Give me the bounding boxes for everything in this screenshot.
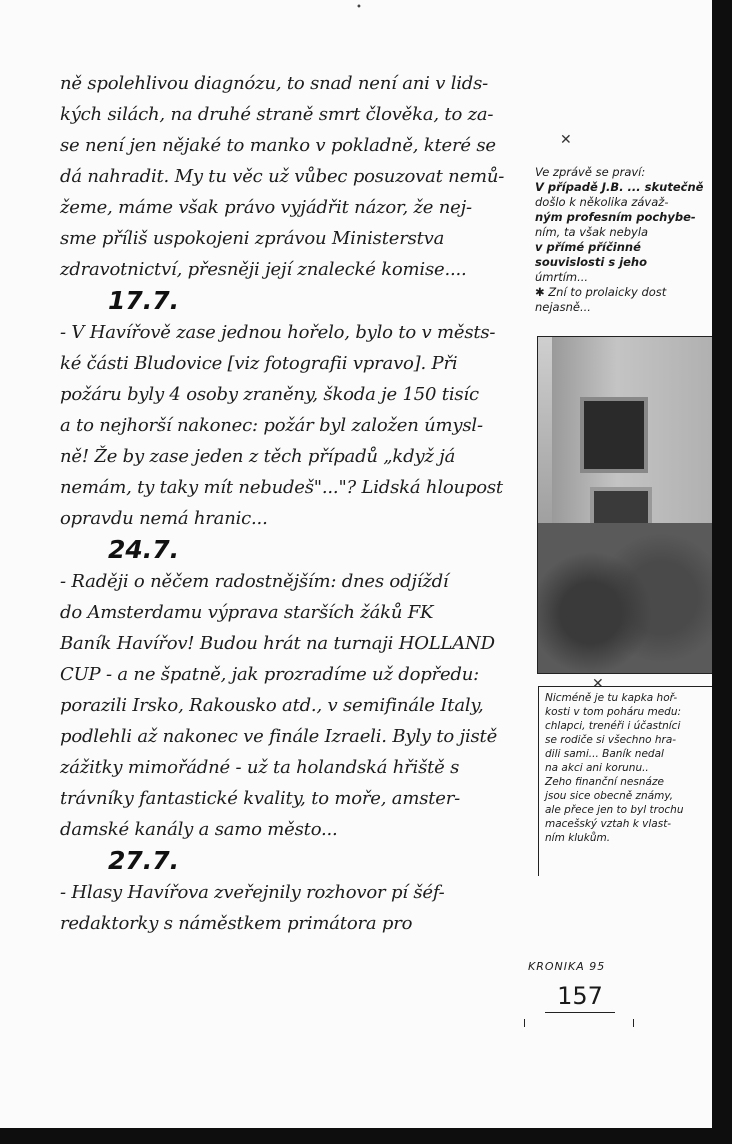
page-number-bracket (524, 1019, 634, 1027)
text-line: zdravotnictví, přesněji její znalecké komise.... (60, 259, 467, 280)
text-line: požáru byly 4 osoby zraněny, škoda je 150 tisíc (60, 384, 479, 405)
date-heading: 24.7. (108, 535, 180, 564)
side-note-line: kosti v tom poháru medu: (545, 706, 682, 718)
side-note-line: jsou sice obecně známy, (545, 790, 674, 802)
side-note-line: V případě J.B. ... skutečně (535, 180, 704, 194)
chronicle-signature: KRONIKA 95 (528, 960, 606, 973)
text-line: - V Havířově zase jednou hořelo, bylo to v městs- (60, 322, 496, 343)
side-note-line: dili sami... Baník nedal (545, 748, 664, 760)
text-line: CUP - a ne špatně, jak prozradíme už dopředu: (60, 664, 479, 685)
side-note-report (535, 165, 715, 315)
text-line: Baník Havířov! Budou hrát na turnaji HOLLAND (60, 633, 495, 654)
text-line: kých silách, na druhé straně smrt člověka, to za- (60, 104, 494, 125)
side-note-line: ným profesním pochybe- (535, 210, 696, 224)
text-line: se není jen nějaké to manko v pokladně, které se (60, 135, 496, 156)
text-line: žeme, máme však právo vyjádřit názor, že nej- (60, 197, 472, 218)
text-line: - Hlasy Havířova zveřejnily rozhovor pí šéf- (60, 882, 445, 903)
paragraph-diagnosis (60, 68, 530, 285)
side-note-line: došlo k několika závaž- (535, 195, 669, 209)
side-note-line: na akci ani korunu.. (545, 762, 649, 774)
page-number: 157 (545, 982, 615, 1013)
side-note-line: ním, ta však nebyla (535, 225, 649, 239)
text-line: damské kanály a samo město... (60, 819, 338, 840)
side-note-bitterness (538, 686, 713, 876)
main-text-column (60, 68, 530, 939)
text-line: - Raději o něčem radostnějším: dnes odjíždí (60, 571, 449, 592)
side-note-line: Ve zprávě se praví: (535, 165, 646, 179)
side-note-line: ale přece jen to byl trochu (545, 804, 684, 816)
paragraph-football (60, 566, 530, 845)
fire-photo (537, 336, 713, 674)
top-dot: • (356, 2, 362, 13)
text-line: zážitky mimořádné - už ta holandská hřiště s (60, 757, 460, 778)
side-note-line: ✱ Zní to prolaicky dost (535, 285, 667, 299)
text-line: sme příliš uspokojeni zprávou Ministerstva (60, 228, 445, 249)
side-note-line: nejasně... (535, 300, 591, 314)
side-note-line: se rodiče si všechno hra- (545, 734, 677, 746)
text-line: do Amsterdamu výprava starších žáků FK (60, 602, 434, 623)
text-line: ně spolehlivou diagnózu, to snad není ani v lids- (60, 73, 489, 94)
date-heading: 17.7. (108, 286, 180, 315)
asterisk-mark-icon: ✕ (560, 132, 572, 148)
paragraph-fire (60, 317, 530, 534)
trees-image (538, 523, 713, 673)
burnt-window (580, 397, 648, 473)
side-note-line: Nicméně je tu kapka hoř- (545, 692, 678, 704)
text-line: ně! Že by zase jeden z těch případů „když já (60, 446, 456, 467)
text-line: porazili Irsko, Rakousko atd., v semifinále Italy, (60, 695, 484, 716)
side-note-line: macešský vztah k vlast- (545, 818, 672, 830)
scan-edge-right (712, 0, 732, 1144)
scan-edge-bottom (0, 1128, 732, 1144)
side-note-line: chlapci, trenéři i účastníci (545, 720, 681, 732)
side-note-line: Zeho finanční nesnáze (545, 776, 664, 788)
side-note-line: v přímé příčinné (535, 240, 641, 254)
text-line: dá nahradit. My tu věc už vůbec posuzovat nemů- (60, 166, 505, 187)
text-line: ké části Bludovice [viz fotografii vpravo]. Při (60, 353, 458, 374)
text-line: a to nejhorší nakonec: požár byl založen úmysl- (60, 415, 483, 436)
text-line: redaktorky s náměstkem primátora pro (60, 913, 413, 934)
text-line: trávníky fantastické kvality, to moře, amster- (60, 788, 461, 809)
text-line: podlehli až nakonec ve finále Izraeli. Byly to jistě (60, 726, 498, 747)
text-line: nemám, ty taky mít nebudeš"..."? Lidská hloupost (60, 477, 503, 498)
side-note-line: ním klukům. (545, 832, 611, 844)
text-line: opravdu nemá hranic... (60, 508, 268, 529)
asterisk-mark-icon: ✕ (592, 676, 604, 692)
side-note-line: souvislosti s jeho (535, 255, 648, 269)
paragraph-interview (60, 877, 530, 939)
date-heading: 27.7. (108, 846, 180, 875)
side-note-line: úmrtím... (535, 270, 589, 284)
